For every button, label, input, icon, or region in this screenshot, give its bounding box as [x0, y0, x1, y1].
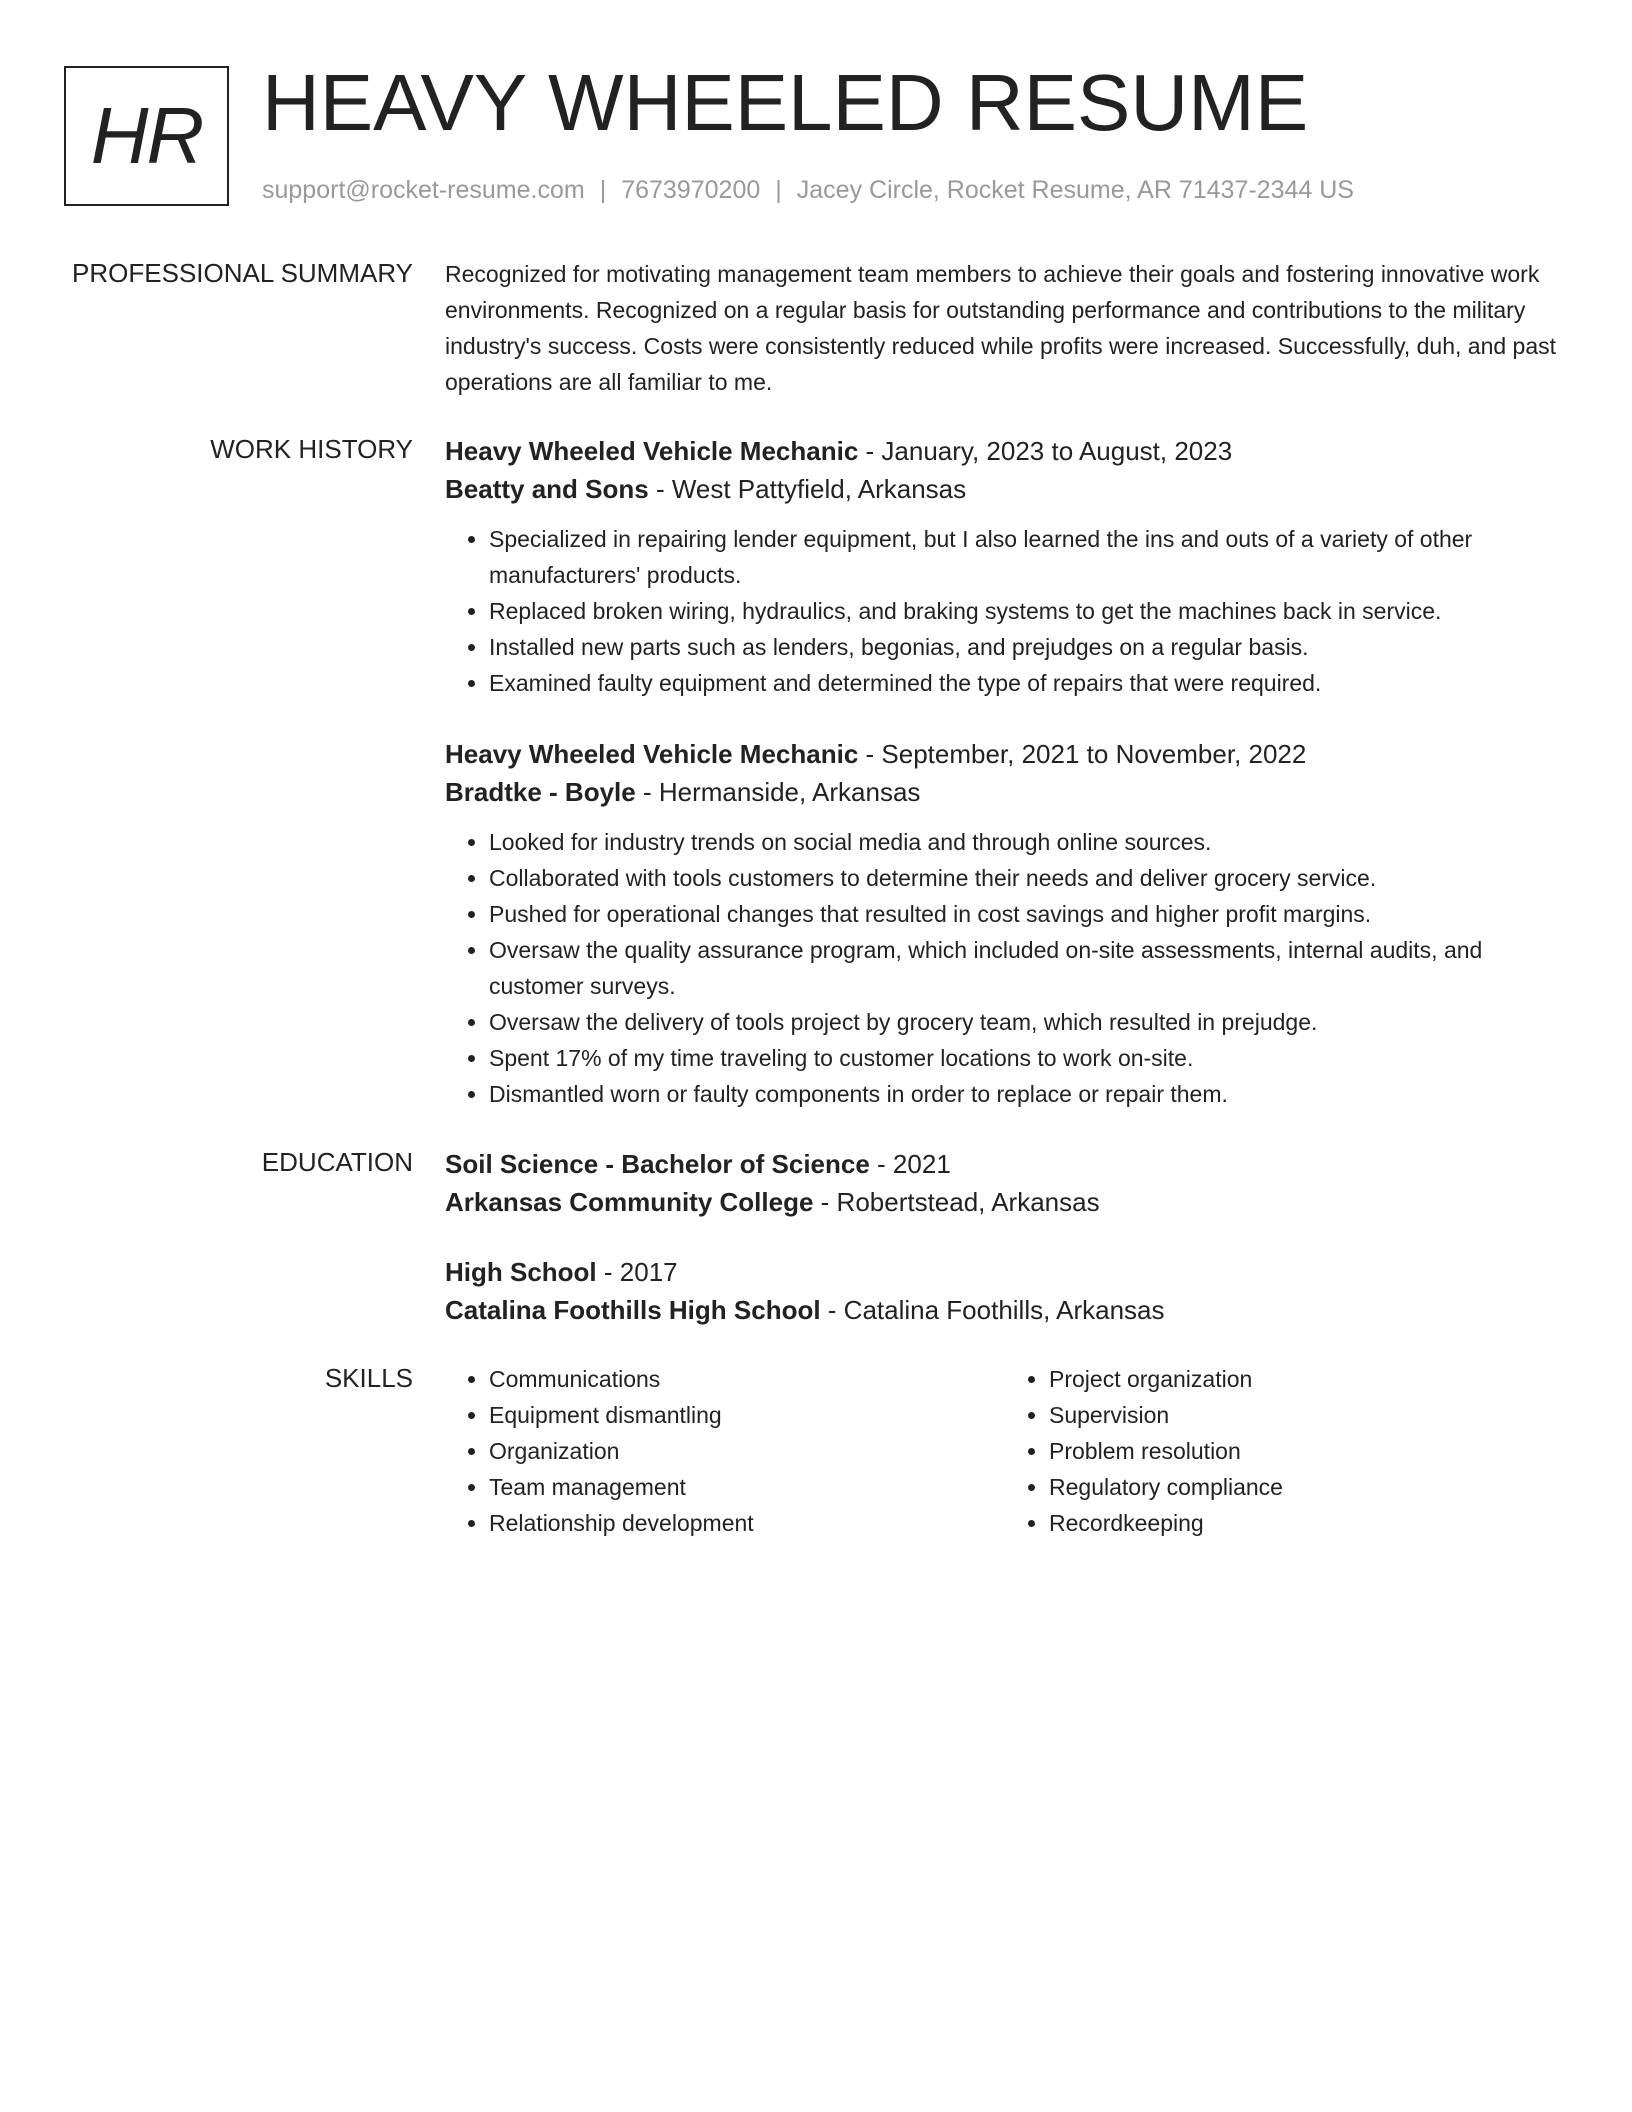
job-bullet: • Specialized in repairing lender equipment, but I also learned the ins and outs of a variety of other manufacturers' products.: [489, 521, 1565, 593]
education-school: Catalina Foothills High School: [445, 1295, 821, 1325]
job-bullet: • Oversaw the delivery of tools project by grocery team, which resulted in prejudge.: [489, 1004, 1565, 1040]
job-bullet: • Dismantled worn or faulty components in order to replace or repair them.: [489, 1076, 1565, 1112]
education-year: - 2017: [596, 1257, 678, 1287]
skill-item: • Project organization: [1049, 1361, 1565, 1397]
job-company: Bradtke - Boyle: [445, 777, 636, 807]
skills-grid: [445, 1361, 1565, 1541]
education-year: - 2021: [869, 1149, 951, 1179]
job-bullet: • Oversaw the quality assurance program, which included on-site assessments, internal audits, and customer surveys.: [489, 932, 1565, 1004]
contact-separator: |: [599, 176, 607, 204]
contact-email[interactable]: support@rocket-resume.com: [262, 176, 585, 204]
monogram-text: HR: [90, 91, 203, 180]
education-heading: EDUCATION: [261, 1147, 413, 1177]
resume-name: HEAVY WHEELED RESUME: [262, 58, 1309, 147]
job-entry: [445, 432, 1565, 701]
skill-item: • Communications: [489, 1361, 1005, 1397]
job-bullet: • Looked for industry trends on social media and through online sources.: [489, 824, 1565, 860]
skills-heading: SKILLS: [324, 1363, 413, 1393]
skill-item: • Relationship development: [489, 1505, 1005, 1541]
job-bullet: • Installed new parts such as lenders, begonias, and prejudges on a regular basis.: [489, 629, 1565, 665]
summary-text: Recognized for motivating management team members to achieve their goals and fostering innovative work environments. Recognized on a regular basis for outstanding performance and contributions to the military industry's success. Costs were consistently reduced while profits were increased. Successfully, duh, and past operations are all familiar to me.: [445, 261, 1557, 395]
job-bullets: [445, 824, 1565, 1112]
contact-line: [262, 174, 1354, 206]
job-bullet: • Pushed for operational changes that resulted in cost savings and higher profit margins.: [489, 896, 1565, 932]
job-dates: - January, 2023 to August, 2023: [858, 436, 1233, 466]
education-degree: High School: [445, 1257, 597, 1287]
skills-column-right: [1005, 1361, 1565, 1541]
education-entry: [445, 1253, 1565, 1329]
contact-separator: |: [775, 176, 782, 204]
job-title: Heavy Wheeled Vehicle Mechanic: [445, 739, 859, 769]
education-location: - Robertstead, Arkansas: [813, 1187, 1100, 1217]
job-entry: [445, 735, 1565, 1112]
job-dates: - September, 2021 to November, 2022: [858, 739, 1307, 769]
job-location: - West Pattyfield, Arkansas: [648, 474, 967, 504]
skill-item: • Supervision: [1049, 1397, 1565, 1433]
skill-item: • Organization: [489, 1433, 1005, 1469]
job-bullets: [445, 521, 1565, 701]
skills-column-left: [445, 1361, 1005, 1541]
job-bullet: • Collaborated with tools customers to determine their needs and deliver grocery service.: [489, 860, 1565, 896]
skill-item: • Regulatory compliance: [1049, 1469, 1565, 1505]
skill-item: • Recordkeeping: [1049, 1505, 1565, 1541]
education-school: Arkansas Community College: [445, 1187, 814, 1217]
contact-phone[interactable]: 7673970200: [621, 176, 761, 204]
job-title: Heavy Wheeled Vehicle Mechanic: [445, 436, 859, 466]
contact-address: Jacey Circle, Rocket Resume, AR 71437-2344 US: [796, 176, 1354, 204]
education-location: - Catalina Foothills, Arkansas: [820, 1295, 1165, 1325]
work-history-heading: WORK HISTORY: [210, 434, 413, 464]
job-company: Beatty and Sons: [445, 474, 649, 504]
job-bullet: • Replaced broken wiring, hydraulics, and braking systems to get the machines back in service.: [489, 593, 1565, 629]
education-entry: [445, 1145, 1565, 1221]
job-bullet: • Spent 17% of my time traveling to customer locations to work on-site.: [489, 1040, 1565, 1076]
summary-heading: PROFESSIONAL SUMMARY: [72, 258, 413, 288]
skill-item: • Team management: [489, 1469, 1005, 1505]
skill-item: • Problem resolution: [1049, 1433, 1565, 1469]
job-location: - Hermanside, Arkansas: [635, 777, 921, 807]
skill-item: • Equipment dismantling: [489, 1397, 1005, 1433]
job-bullet: • Examined faulty equipment and determined the type of repairs that were required.: [489, 665, 1565, 701]
monogram-box: [64, 66, 229, 206]
education-degree: Soil Science - Bachelor of Science: [445, 1149, 870, 1179]
